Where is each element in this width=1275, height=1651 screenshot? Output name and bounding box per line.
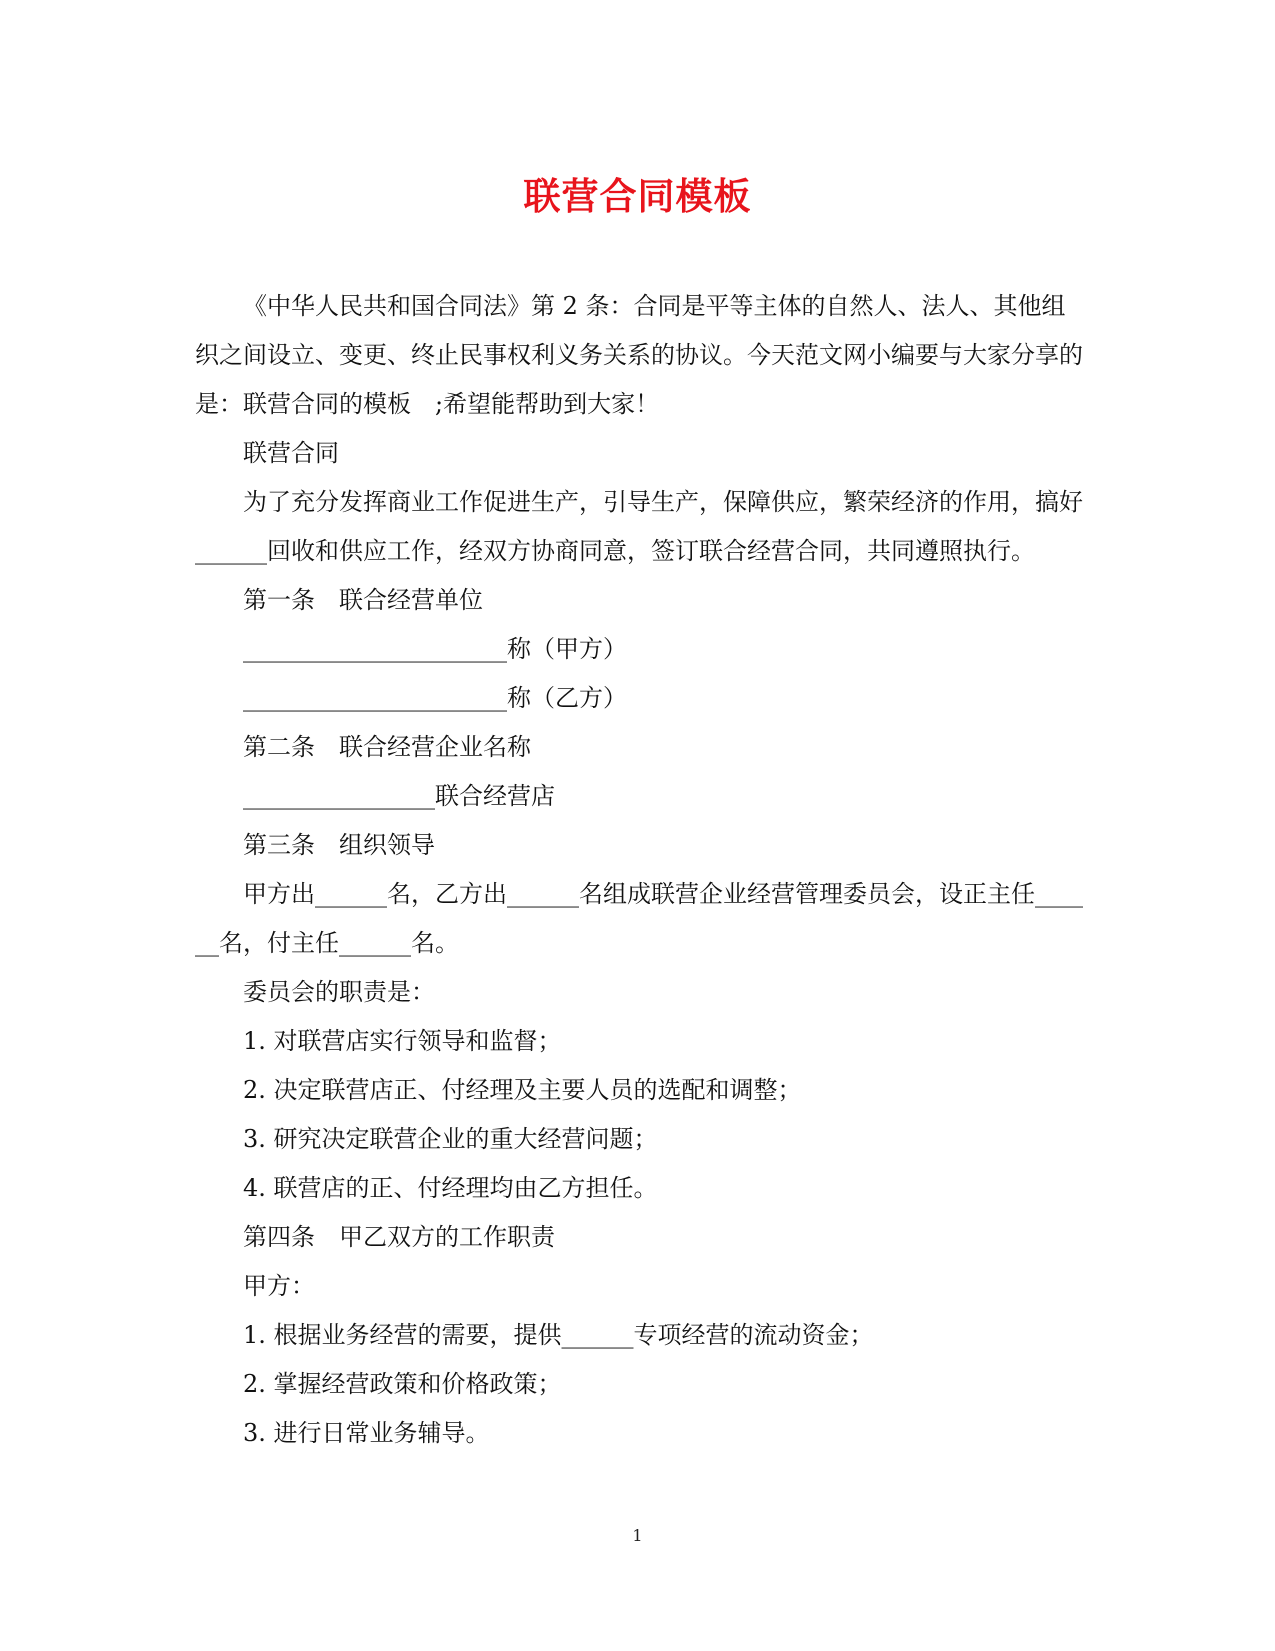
duty-item-3: 3. 研究决定联营企业的重大经营问题； xyxy=(243,1125,658,1153)
page-number: 1 xyxy=(632,1526,643,1545)
committee-duties-heading: 委员会的职责是： xyxy=(243,978,435,1006)
party-a-duty-1: 1. 根据业务经营的需要，提供______专项经营的流动资金； xyxy=(243,1321,874,1349)
party-a-label: 甲方： xyxy=(243,1272,315,1300)
article-2-heading: 第二条 联合经营企业名称 xyxy=(243,733,531,761)
preamble-paragraph: 为了充分发挥商业工作促进生产，引导生产，保障供应，繁荣经济的作用，搞好______回收和供应工作，经双方协商同意，签订联合经营合同，共同遵照执行。 xyxy=(195,488,1083,565)
party-a-duty-3: 3. 进行日常业务辅导。 xyxy=(243,1419,490,1447)
party-a-duty-2: 2. 掌握经营政策和价格政策； xyxy=(243,1370,562,1398)
party-a-line: ______________________称（甲方） xyxy=(243,635,627,663)
document-title: 联营合同模板 xyxy=(523,174,752,218)
duty-item-1: 1. 对联营店实行领导和监督； xyxy=(243,1027,562,1055)
committee-composition-paragraph: 甲方出______名，乙方出______名组成联营企业经营管理委员会，设正主任______名，付主任______名。 xyxy=(195,880,1083,957)
article-1-heading: 第一条 联合经营单位 xyxy=(243,586,483,614)
store-name-line: ________________联合经营店 xyxy=(243,782,555,810)
duty-item-2: 2. 决定联营店正、付经理及主要人员的选配和调整； xyxy=(243,1076,802,1104)
intro-paragraph: 《中华人民共和国合同法》第 2 条：合同是平等主体的自然人、法人、其他组织之间设立、变更、终止民事权利义务关系的协议。今天范文网小编要与大家分享的是：联营合同的模板 ;希望能帮助到大家！ xyxy=(195,292,1083,418)
duty-item-4: 4. 联营店的正、付经理均由乙方担任。 xyxy=(243,1174,658,1202)
article-4-heading: 第四条 甲乙双方的工作职责 xyxy=(243,1223,555,1251)
contract-heading: 联营合同 xyxy=(243,439,339,467)
document-body xyxy=(195,282,1085,1458)
party-b-line: ______________________称（乙方） xyxy=(243,684,627,712)
article-3-heading: 第三条 组织领导 xyxy=(243,831,435,859)
